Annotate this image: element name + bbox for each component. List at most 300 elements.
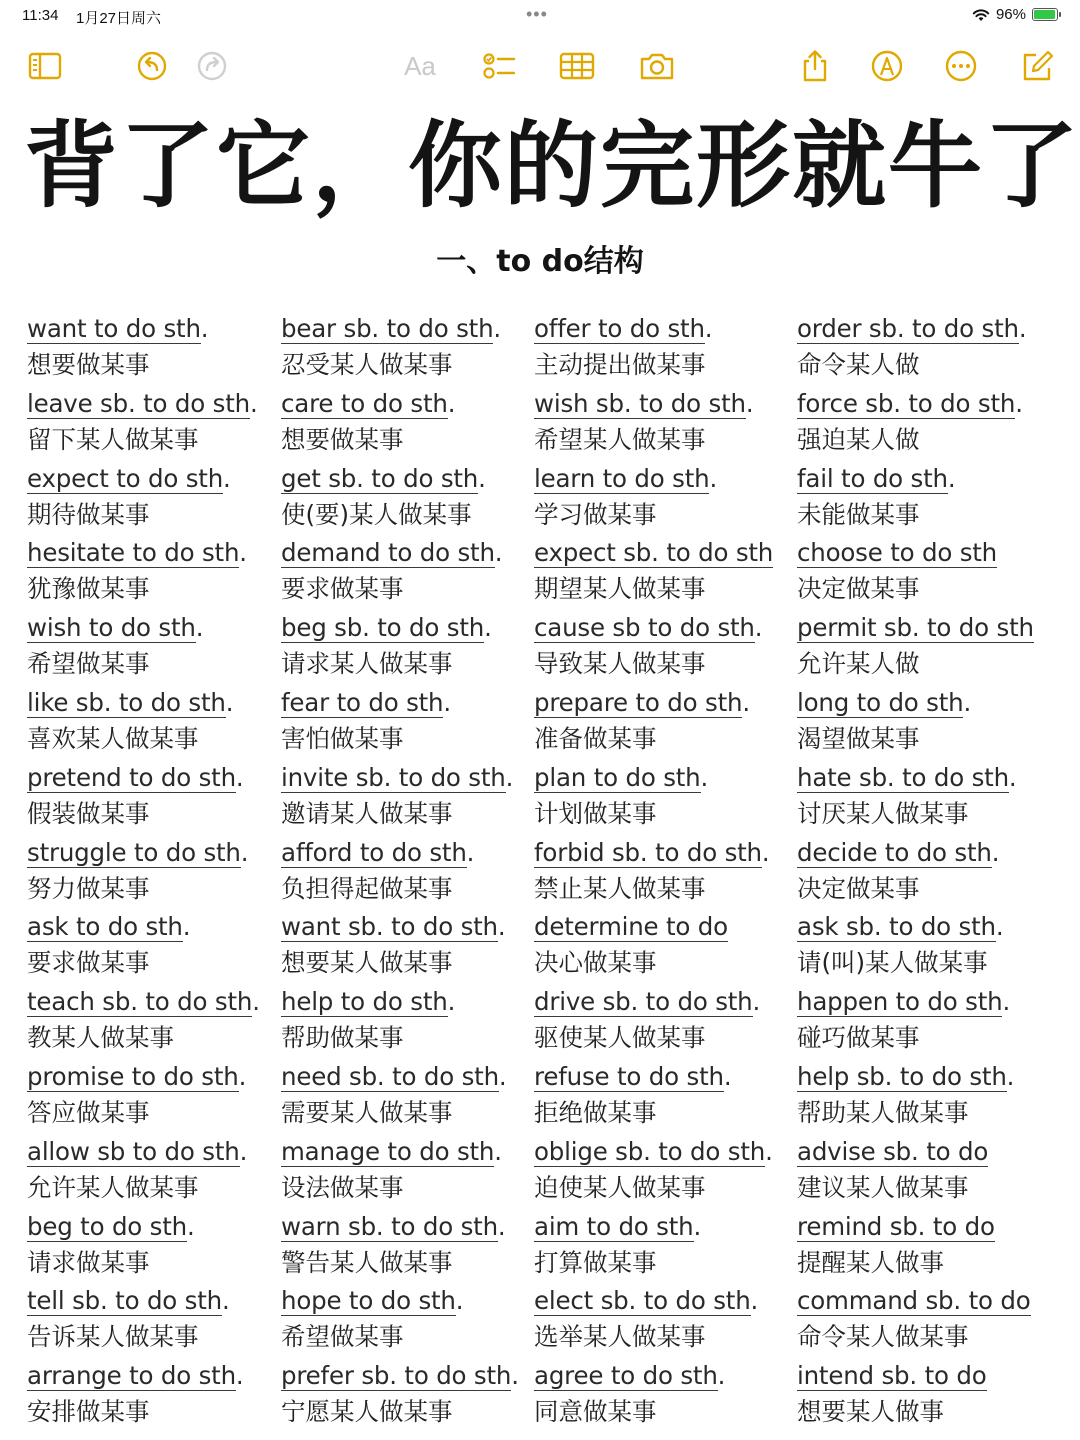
phrase-english-text: happen to do sth (797, 987, 1003, 1017)
checklist-icon[interactable] (480, 48, 518, 84)
phrase-chinese: 教某人做某事 (27, 1023, 174, 1053)
phrase-chinese: 请(叫)某人做某事 (797, 948, 988, 978)
phrase-english-suffix: . (700, 762, 709, 792)
phrase-entry (797, 1359, 1034, 1434)
phrase-chinese: 要求做某事 (27, 948, 150, 978)
more-icon[interactable] (942, 48, 980, 84)
sidebar-icon[interactable] (26, 48, 64, 84)
phrase-english (27, 1359, 244, 1393)
phrase-english-suffix: . (991, 837, 1000, 867)
phrase-english (281, 536, 502, 570)
phrase-english-text: bear sb. to do sth (281, 314, 494, 343)
phrase-english (27, 1284, 230, 1318)
phrase-chinese: 帮助做某事 (281, 1023, 404, 1053)
phrase-chinese: 邀请某人做某事 (281, 798, 453, 828)
phrase-english-suffix: . (235, 1361, 244, 1391)
phrase-english-suffix: . (484, 613, 492, 643)
phrase-english (281, 985, 455, 1019)
phrase-english (27, 1060, 246, 1094)
phrase-english-text: aim to do sth (534, 1211, 694, 1241)
phrase-english-suffix: . (447, 987, 456, 1017)
phrase-entry (281, 387, 519, 462)
phrase-chinese: 碰巧做某事 (797, 1023, 920, 1053)
phrase-english-text: help sb. to do sth (797, 1061, 1007, 1091)
phrase-english-suffix: . (200, 314, 209, 343)
phrase-chinese: 渴望做某事 (797, 723, 920, 753)
phrase-english-text: beg to do sth (27, 1211, 187, 1241)
phrase-entry (27, 387, 260, 462)
phrase-english-suffix: . (704, 314, 713, 343)
phrase-entry (797, 462, 1034, 537)
phrase-entry (534, 387, 773, 462)
phrase-english-text: learn to do sth (534, 463, 710, 493)
phrase-chinese: 建议某人做某事 (797, 1172, 969, 1202)
phrase-chinese: 讨厌某人做某事 (797, 798, 969, 828)
phrase-entry (27, 836, 260, 911)
phrase-english (281, 462, 486, 496)
phrase-english-suffix: . (239, 1136, 248, 1166)
phrase-english-text: force sb. to do sth (797, 388, 1016, 418)
phrase-english-text: help to do sth (281, 987, 448, 1017)
phrase-english-suffix: . (995, 912, 1004, 942)
phrase-english-text: want to do sth (27, 314, 201, 343)
status-time: 11:34 (22, 7, 59, 24)
phrase-chinese: 迫使某人做某事 (534, 1172, 706, 1202)
phrase-chinese: 需要某人做某事 (281, 1097, 453, 1127)
phrase-entry (281, 462, 519, 537)
redo-icon[interactable] (193, 48, 231, 84)
phrase-english-suffix: . (745, 388, 754, 418)
phrase-english-text: plan to do sth (534, 762, 701, 792)
phrase-entry (534, 1359, 773, 1434)
phrase-chinese: 想要某人做事 (797, 1397, 944, 1427)
phrase-english-text: hate sb. to do sth (797, 762, 1009, 792)
phrase-chinese: 拒绝做某事 (534, 1097, 657, 1127)
phrase-english-suffix: . (252, 987, 260, 1017)
phrase-entry (534, 985, 773, 1060)
phrase-english-suffix: . (947, 463, 956, 493)
phrase-english-suffix: . (750, 1286, 759, 1316)
phrase-chinese: 设法做某事 (281, 1172, 404, 1202)
phrase-english-text: warn sb. to do sth (281, 1211, 498, 1241)
phrase-entry (27, 1135, 260, 1210)
phrase-chinese: 忍受某人做某事 (281, 350, 453, 379)
phrase-entry (797, 1060, 1034, 1135)
markup-icon[interactable] (868, 48, 906, 84)
toolbar (0, 42, 1080, 90)
phrase-entry (534, 761, 773, 836)
phrase-chinese: 允许某人做某事 (27, 1172, 199, 1202)
phrase-english-text: wish sb. to do sth (534, 388, 746, 418)
phrase-english-text: choose to do sth (797, 538, 998, 568)
phrase-english (534, 1359, 725, 1393)
phrase-chinese: 留下某人做某事 (27, 424, 199, 454)
phrase-entry (27, 686, 260, 761)
phrase-english (797, 1284, 1031, 1318)
phrase-chinese: 驱使某人做某事 (534, 1023, 706, 1053)
phrase-chinese: 命令某人做 (797, 350, 920, 379)
phrase-chinese: 选举某人做某事 (534, 1322, 706, 1352)
phrase-entry (281, 761, 519, 836)
table-icon[interactable] (558, 48, 596, 84)
phrase-english-text: refuse to do sth (534, 1061, 724, 1091)
phrase-chinese: 想要做某事 (281, 424, 404, 454)
phrase-entry (534, 536, 773, 611)
phrase-english-suffix: . (497, 1211, 506, 1241)
phrase-english (27, 686, 233, 720)
phrase-english (797, 761, 1017, 795)
phrase-chinese: 决定做某事 (797, 873, 920, 903)
phrase-entry (534, 910, 773, 985)
phrase-english (797, 985, 1010, 1019)
phrase-english-text: offer to do sth (534, 314, 705, 343)
phrase-english-suffix: . (754, 613, 763, 643)
phrase-english (281, 836, 474, 870)
phrase-chinese: 命令某人做某事 (797, 1322, 969, 1352)
phrase-entry (534, 836, 773, 911)
phrase-english (534, 761, 708, 795)
phrase-english (281, 686, 451, 720)
phrase-entry (534, 686, 773, 761)
phrase-english-suffix: . (235, 762, 244, 792)
phrase-entry (797, 761, 1034, 836)
phrase-chinese: 希望某人做某事 (534, 424, 706, 454)
phrase-english (281, 1284, 463, 1318)
phrase-english (797, 1359, 987, 1393)
phrase-english-text: want sb. to do sth (281, 912, 498, 942)
phrase-entry (797, 611, 1034, 686)
phrase-english-suffix: . (182, 912, 191, 942)
phrase-chinese: 允许某人做 (797, 649, 920, 679)
phrase-entry (281, 1359, 519, 1434)
phrase-english-text: struggle to do sth (27, 837, 241, 867)
phrase-column-3 (534, 312, 773, 1434)
phrase-chinese: 强迫某人做 (797, 424, 920, 454)
phrase-column-1 (27, 312, 260, 1434)
phrase-entry (281, 312, 519, 387)
phrase-chinese: 导致某人做某事 (534, 649, 706, 679)
phrase-english (27, 836, 248, 870)
phrase-entry (797, 536, 1034, 611)
phrase-chinese: 打算做某事 (534, 1247, 657, 1277)
phrase-chinese: 请求做某事 (27, 1247, 150, 1277)
phrase-chinese: 请求某人做某事 (281, 649, 453, 679)
phrase-english-suffix: . (1002, 987, 1011, 1017)
phrase-english-suffix: . (742, 687, 750, 717)
phrase-chinese: 要求做某事 (281, 574, 404, 604)
compose-icon[interactable] (1018, 48, 1056, 84)
phrase-english-suffix: . (455, 1286, 464, 1316)
phrase-english (281, 1210, 506, 1244)
format-text-button[interactable]: Aa (404, 50, 436, 81)
phrase-chinese: 警告某人做某事 (281, 1247, 453, 1277)
phrase-english (27, 387, 258, 421)
phrase-entry (281, 1284, 519, 1359)
phrase-entry (281, 611, 519, 686)
phrase-english-text: like sb. to do sth (27, 687, 226, 717)
phrase-english-suffix: . (186, 1211, 195, 1241)
phrase-entry (281, 1210, 519, 1285)
phrase-entry (797, 1284, 1034, 1359)
phrase-english-text: teach sb. to do sth (27, 987, 253, 1017)
phrase-entry (797, 387, 1034, 462)
phrase-chinese: 想要某人做某事 (281, 948, 453, 978)
phrase-english (27, 1135, 247, 1169)
phrase-english (797, 1135, 988, 1169)
phrase-english (27, 312, 208, 346)
phrase-entry (27, 611, 260, 686)
phrase-english (534, 536, 773, 570)
phrase-english (534, 910, 728, 944)
phrase-entry (27, 761, 260, 836)
phrase-chinese: 同意做某事 (534, 1397, 657, 1427)
phrase-entry (27, 1210, 260, 1285)
phrase-english-text: permit sb. to do sth (797, 613, 1034, 643)
wifi-icon (972, 8, 990, 22)
phrase-entry (281, 1060, 519, 1135)
phrase-entry (27, 1284, 260, 1359)
phrase-chinese: 假装做某事 (27, 798, 150, 828)
phrase-english (27, 761, 244, 795)
phrase-english-suffix: . (494, 1136, 502, 1166)
phrase-english-suffix: . (238, 1061, 247, 1091)
phrase-chinese: 期待做某事 (27, 499, 150, 529)
phrase-english-suffix: . (249, 388, 258, 418)
phrase-english-text: decide to do sth (797, 837, 992, 867)
phrase-english (534, 686, 750, 720)
phrase-english-text: remind sb. to do (797, 1211, 995, 1241)
note-title: 背了它，你的完形就牛了 (24, 112, 1080, 221)
phrase-english (534, 1135, 773, 1169)
phrase-english-text: hesitate to do sth (27, 538, 240, 568)
phrase-english-text: expect to do sth (27, 463, 224, 493)
phrase-english-suffix: . (466, 837, 475, 867)
phrase-english (797, 1060, 1014, 1094)
phrase-english-suffix: . (752, 987, 761, 1017)
phrase-english (281, 1135, 502, 1169)
phrase-english-text: oblige sb. to do sth (534, 1136, 766, 1166)
phrase-chinese: 决心做某事 (534, 948, 657, 978)
phrase-entry (797, 312, 1034, 387)
phrase-chinese: 学习做某事 (534, 499, 657, 529)
battery-percent: 96% (995, 6, 1026, 23)
phrase-english-text: beg sb. to do sth (281, 613, 485, 643)
undo-icon[interactable] (133, 48, 171, 84)
phrase-entry (281, 910, 519, 985)
phrase-entry (797, 1210, 1034, 1285)
phrase-entry (534, 611, 773, 686)
phrase-english-text: tell sb. to do sth (27, 1286, 222, 1316)
phrase-english-suffix: . (239, 538, 247, 568)
phrase-english (27, 985, 260, 1019)
phrase-english (27, 536, 247, 570)
phrase-entry (281, 536, 519, 611)
phrase-english-suffix: . (240, 837, 249, 867)
phrase-english (281, 761, 513, 795)
phrase-chinese: 帮助某人做某事 (797, 1097, 969, 1127)
phrase-english-text: ask sb. to do sth (797, 912, 996, 942)
phrase-english (797, 312, 1026, 346)
phrase-entry (27, 1060, 260, 1135)
phrase-english-suffix: . (225, 687, 234, 717)
phrase-english-suffix: . (443, 687, 451, 717)
phrase-chinese: 安排做某事 (27, 1397, 150, 1427)
phrase-english (534, 312, 712, 346)
phrase-english (534, 836, 769, 870)
phrase-english-text: pretend to do sth (27, 762, 236, 792)
phrase-english-suffix: . (765, 1136, 773, 1166)
phrase-entry (27, 1359, 260, 1434)
battery-fill (1034, 10, 1055, 19)
phrase-english-text: get sb. to do sth (281, 463, 479, 493)
phrase-english-suffix: . (1008, 762, 1017, 792)
phrase-chinese: 答应做某事 (27, 1097, 150, 1127)
phrase-english (534, 1284, 758, 1318)
phrase-chinese: 提醒某人做事 (797, 1247, 944, 1277)
phrase-english-text: care to do sth (281, 388, 448, 418)
phrase-english (534, 387, 753, 421)
phrase-entry (27, 910, 260, 985)
phrase-chinese: 使(要)某人做某事 (281, 499, 472, 529)
phrase-english (281, 1060, 507, 1094)
phrase-entry (534, 1210, 773, 1285)
section-heading: 一、to do结构 (436, 244, 644, 279)
phrase-english (797, 1210, 995, 1244)
battery-icon (1032, 8, 1058, 21)
phrase-english-suffix: . (1006, 1061, 1015, 1091)
phrase-english (27, 910, 190, 944)
phrase-english (27, 611, 203, 645)
phrase-entry (281, 985, 519, 1060)
phrase-chinese: 未能做某事 (797, 499, 920, 529)
phrase-entry (534, 462, 773, 537)
phrase-english (534, 985, 760, 1019)
phrase-english-suffix: . (693, 1211, 702, 1241)
phrase-chinese: 告诉某人做某事 (27, 1322, 199, 1352)
phrase-english-text: promise to do sth (27, 1061, 239, 1091)
phrase-english-text: order sb. to do sth (797, 314, 1019, 343)
phrase-column-4 (797, 312, 1034, 1434)
phrase-english (797, 536, 997, 570)
phrase-english (797, 910, 1003, 944)
phrase-english (27, 1210, 195, 1244)
phrase-english-text: prepare to do sth (534, 687, 743, 717)
phrase-chinese: 努力做某事 (27, 873, 150, 903)
phrase-chinese: 害怕做某事 (281, 723, 404, 753)
phrase-entry (281, 686, 519, 761)
phrase-column-2 (281, 312, 519, 1434)
phrase-chinese: 禁止某人做某事 (534, 873, 706, 903)
phrase-english-text: fear to do sth (281, 687, 444, 717)
phrase-english (281, 387, 455, 421)
phrase-chinese: 希望做某事 (281, 1322, 404, 1352)
phrase-entry (534, 312, 773, 387)
phrase-chinese: 喜欢某人做某事 (27, 723, 199, 753)
phrase-chinese: 负担得起做某事 (281, 873, 453, 903)
phrase-english-text: arrange to do sth (27, 1361, 236, 1391)
phrase-english-suffix: . (447, 388, 456, 418)
phrase-english (534, 462, 717, 496)
phrase-english-text: allow sb to do sth (27, 1136, 240, 1166)
phrase-english-text: long to do sth (797, 687, 964, 717)
status-bar (0, 0, 1080, 32)
phrase-english-text: wish to do sth (27, 613, 196, 643)
phrase-entry (27, 536, 260, 611)
multitasking-dots-icon[interactable]: ••• (526, 4, 548, 24)
phrase-english (281, 1359, 519, 1393)
phrase-english-suffix: . (1015, 388, 1023, 418)
phrase-english (534, 611, 762, 645)
phrase-english-suffix: . (493, 314, 501, 343)
phrase-entry (27, 985, 260, 1060)
phrase-english (797, 611, 1034, 645)
phrase-entry (27, 462, 260, 537)
phrase-english-suffix: . (717, 1361, 726, 1391)
phrase-english-text: ask to do sth (27, 912, 183, 942)
phrase-english (797, 387, 1023, 421)
phrase-entry (27, 312, 260, 387)
phrase-english-text: need sb. to do sth (281, 1061, 499, 1091)
phrase-english-text: command sb. to do (797, 1286, 1031, 1316)
phrase-english-text: prefer sb. to do sth (281, 1361, 512, 1391)
phrase-english (281, 910, 505, 944)
phrase-english (534, 1060, 731, 1094)
phrase-english (797, 686, 971, 720)
phrase-english-text: demand to do sth (281, 538, 495, 568)
camera-icon[interactable] (638, 48, 676, 84)
phrase-entry (281, 836, 519, 911)
status-date: 1月27日周六 (76, 10, 162, 27)
phrase-english (281, 611, 492, 645)
phrase-english-suffix: . (723, 1061, 732, 1091)
phrase-chinese: 期望某人做某事 (534, 574, 706, 604)
phrase-entry (534, 1135, 773, 1210)
share-icon[interactable] (796, 48, 834, 84)
phrase-english-suffix: . (963, 687, 972, 717)
phrase-english-text: manage to do sth (281, 1136, 495, 1166)
phrase-chinese: 准备做某事 (534, 723, 657, 753)
phrase-english (281, 312, 501, 346)
phrase-english (797, 462, 955, 496)
phrase-english-suffix: . (709, 463, 718, 493)
phrase-english-text: leave sb. to do sth (27, 388, 250, 418)
phrase-english-suffix: . (494, 538, 503, 568)
phrase-english-text: afford to do sth (281, 837, 467, 867)
phrase-english-text: cause sb to do sth (534, 613, 755, 643)
phrase-english-suffix: . (497, 912, 506, 942)
phrase-entry (797, 985, 1034, 1060)
phrase-english-suffix: . (511, 1361, 519, 1391)
phrase-entry (797, 910, 1034, 985)
phrase-entry (797, 1135, 1034, 1210)
phrase-english-suffix: . (761, 837, 770, 867)
phrase-english-suffix: . (223, 463, 231, 493)
phrase-chinese: 希望做某事 (27, 649, 150, 679)
phrase-chinese: 主动提出做某事 (534, 350, 706, 379)
phrase-english-text: advise sb. to do (797, 1136, 989, 1166)
phrase-english-suffix: . (498, 1061, 507, 1091)
phrase-english-text: determine to do (534, 912, 728, 942)
phrase-english-text: hope to do sth (281, 1286, 456, 1316)
phrase-english-text: fail to do sth (797, 463, 948, 493)
phrase-english-text: drive sb. to do sth (534, 987, 753, 1017)
phrase-entry (797, 836, 1034, 911)
phrase-chinese: 犹豫做某事 (27, 574, 150, 604)
phrase-chinese: 决定做某事 (797, 574, 920, 604)
phrase-entry (534, 1284, 773, 1359)
status-right (972, 6, 1058, 23)
phrase-english-text: invite sb. to do sth (281, 762, 506, 792)
